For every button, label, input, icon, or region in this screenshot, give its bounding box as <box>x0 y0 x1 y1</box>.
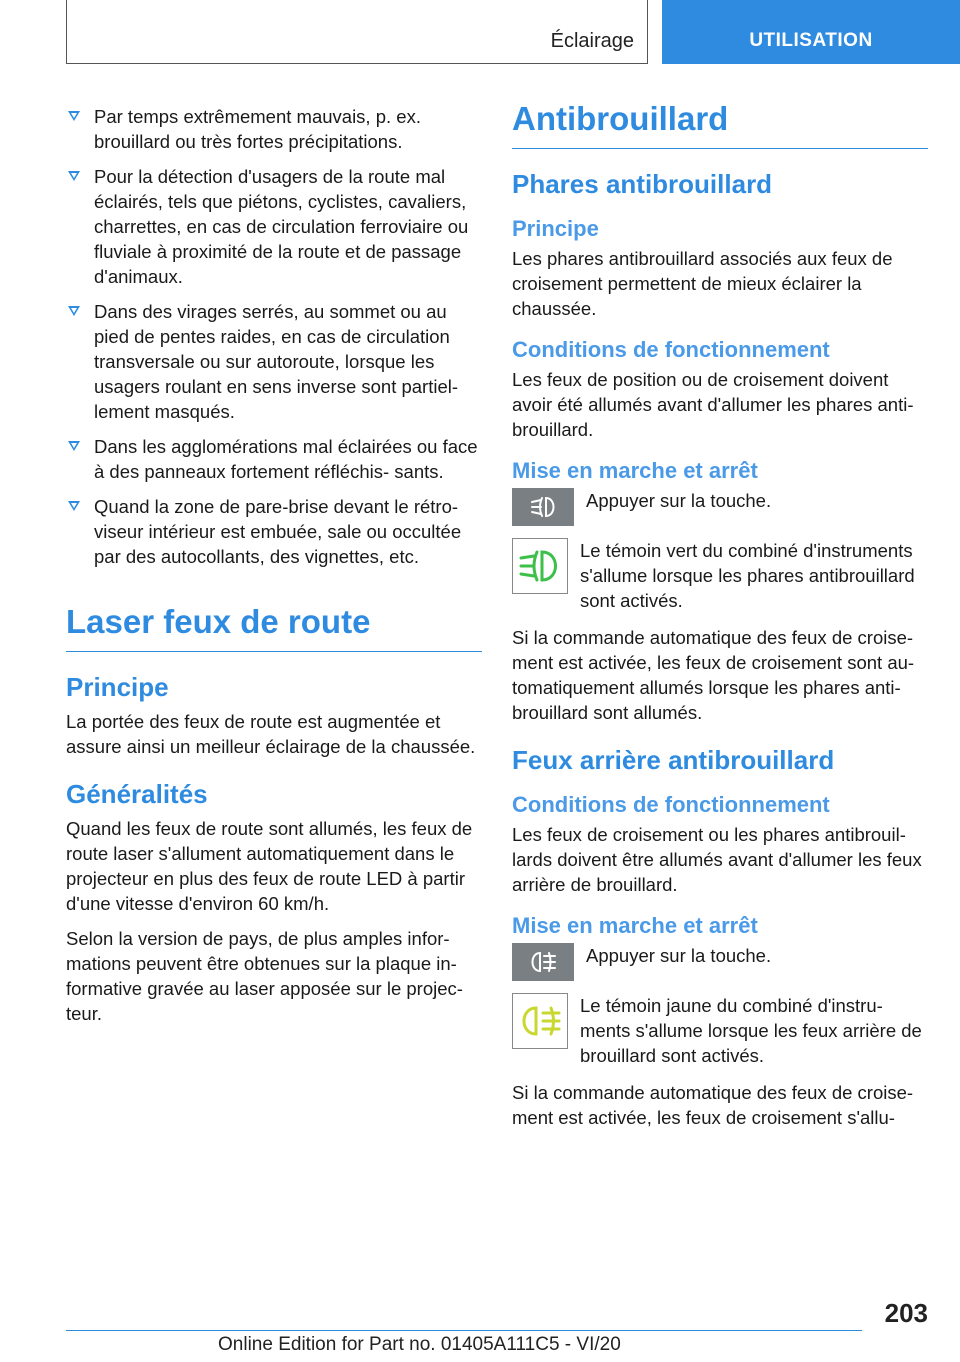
list-item: Pour la détection d'usagers de la route mal éclairés, tels que piétons, cyclistes, cavaliers, charrettes, en cas de circulation ferroviaire ou fluviale à proximité de la route et de passage d'animaux. <box>66 164 482 289</box>
paragraph-conditions-2: Les feux de croisement ou les phares antibrouil‐ lards doivent être allumés avant d'allumer les feux arrière de brouillard. <box>512 824 922 895</box>
right-column <box>512 100 928 1140</box>
list-item: Quand la zone de pare-brise devant le rétro‐ viseur intérieur est embuée, sale ou occultée par des autocollants, des vignettes, etc. <box>66 494 482 569</box>
heading-antibrouillard: Antibrouillard <box>512 100 928 149</box>
heading-feux-arriere: Feux arrière antibrouillard <box>512 745 835 775</box>
rear-fog-button-icon <box>512 943 574 981</box>
heading-principe-2: Principe <box>512 216 599 241</box>
heading-mise-en-marche: Mise en marche et arrêt <box>512 458 758 483</box>
header-chapter-tab[interactable]: UTILISATION <box>662 0 960 64</box>
paragraph-appuyer: Appuyer sur la touche. <box>586 490 772 511</box>
list-item: Dans des virages serrés, au sommet ou au pied de pentes raides, en cas de circulation transversale ou sur autoroute, lorsque les usagers roulant en sens inverse sont partiel‐ lement masqués. <box>66 299 482 424</box>
heading-mise-en-marche-2: Mise en marche et arrêt <box>512 913 758 938</box>
heading-phares-antibrouillard: Phares antibrouillard <box>512 169 773 199</box>
left-column <box>66 104 482 1036</box>
yellow-rear-fog-lamp-icon <box>512 993 568 1049</box>
paragraph-principe-2: Les phares antibrouillard associés aux feux de croisement permettent de mieux éclairer la chaussée. <box>512 248 893 319</box>
triangle-bullet-icon <box>68 171 80 181</box>
paragraph-appuyer-2: Appuyer sur la touche. <box>586 945 772 966</box>
page-number: 203 <box>884 1298 928 1328</box>
rear-fog-button-row <box>512 943 928 981</box>
list-item: Dans les agglomérations mal éclairées ou face à des panneaux fortement réfléchis‐ sants. <box>66 434 482 484</box>
heading-generalites: Généralités <box>66 779 208 809</box>
paragraph-generalites-1: Quand les feux de route sont allumés, les feux de route laser s'allument automatiquement dans le projecteur en plus des feux de route LED à partir d'une vitesse d'environ 60 km/h. <box>66 818 473 914</box>
heading-principe: Principe <box>66 672 169 702</box>
yellow-indicator-row <box>512 993 928 1068</box>
front-fog-button-row <box>512 488 928 526</box>
paragraph-temoin-jaune: Le témoin jaune du combiné d'instru‐ ments s'allume lorsque les feux arrière de brouillard sont activés. <box>580 995 922 1066</box>
paragraph-principe: La portée des feux de route est augmentée et assure ainsi un meilleur éclairage de la chaussée. <box>66 711 476 757</box>
header-section-title: Éclairage <box>550 30 634 52</box>
green-indicator-row <box>512 538 928 613</box>
paragraph-generalites-2: Selon la version de pays, de plus amples infor‐ mations peuvent être obtenues sur la plaque in‐ formative gravée au laser apposée sur le projec‐ teur. <box>66 928 463 1024</box>
footer-edition: Online Edition for Part no. 01405A111C5 - VI/20 <box>218 1334 621 1355</box>
triangle-bullet-icon <box>68 501 80 511</box>
paragraph-auto-2: Si la commande automatique des feux de croise‐ ment est activée, les feux de croisement s'allu‐ <box>512 1082 914 1128</box>
triangle-bullet-icon <box>68 111 80 121</box>
footer-divider <box>66 1330 862 1331</box>
paragraph-temoin-vert: Le témoin vert du combiné d'instruments s'allume lorsque les phares antibrouillard sont activés. <box>580 540 915 611</box>
heading-conditions-2: Conditions de fonctionnement <box>512 792 830 817</box>
heading-conditions: Conditions de fonctionnement <box>512 337 830 362</box>
triangle-bullet-icon <box>68 306 80 316</box>
paragraph-auto: Si la commande automatique des feux de croise‐ ment est activée, les feux de croisement sont au‐ tomatiquement allumés lorsque les phares anti‐ brouillard sont allumés. <box>512 627 915 723</box>
front-fog-button-icon <box>512 488 574 526</box>
paragraph-conditions: Les feux de position ou de croisement doivent avoir été allumés avant d'allumer les phares anti‐ brouillard. <box>512 369 914 440</box>
triangle-bullet-icon <box>68 441 80 451</box>
conditions-list <box>66 104 482 569</box>
list-item: Par temps extrêmement mauvais, p. ex. brouillard ou très fortes précipitations. <box>66 104 482 154</box>
heading-laser-feux-de-route: Laser feux de route <box>66 603 482 652</box>
green-fog-lamp-icon <box>512 538 568 594</box>
